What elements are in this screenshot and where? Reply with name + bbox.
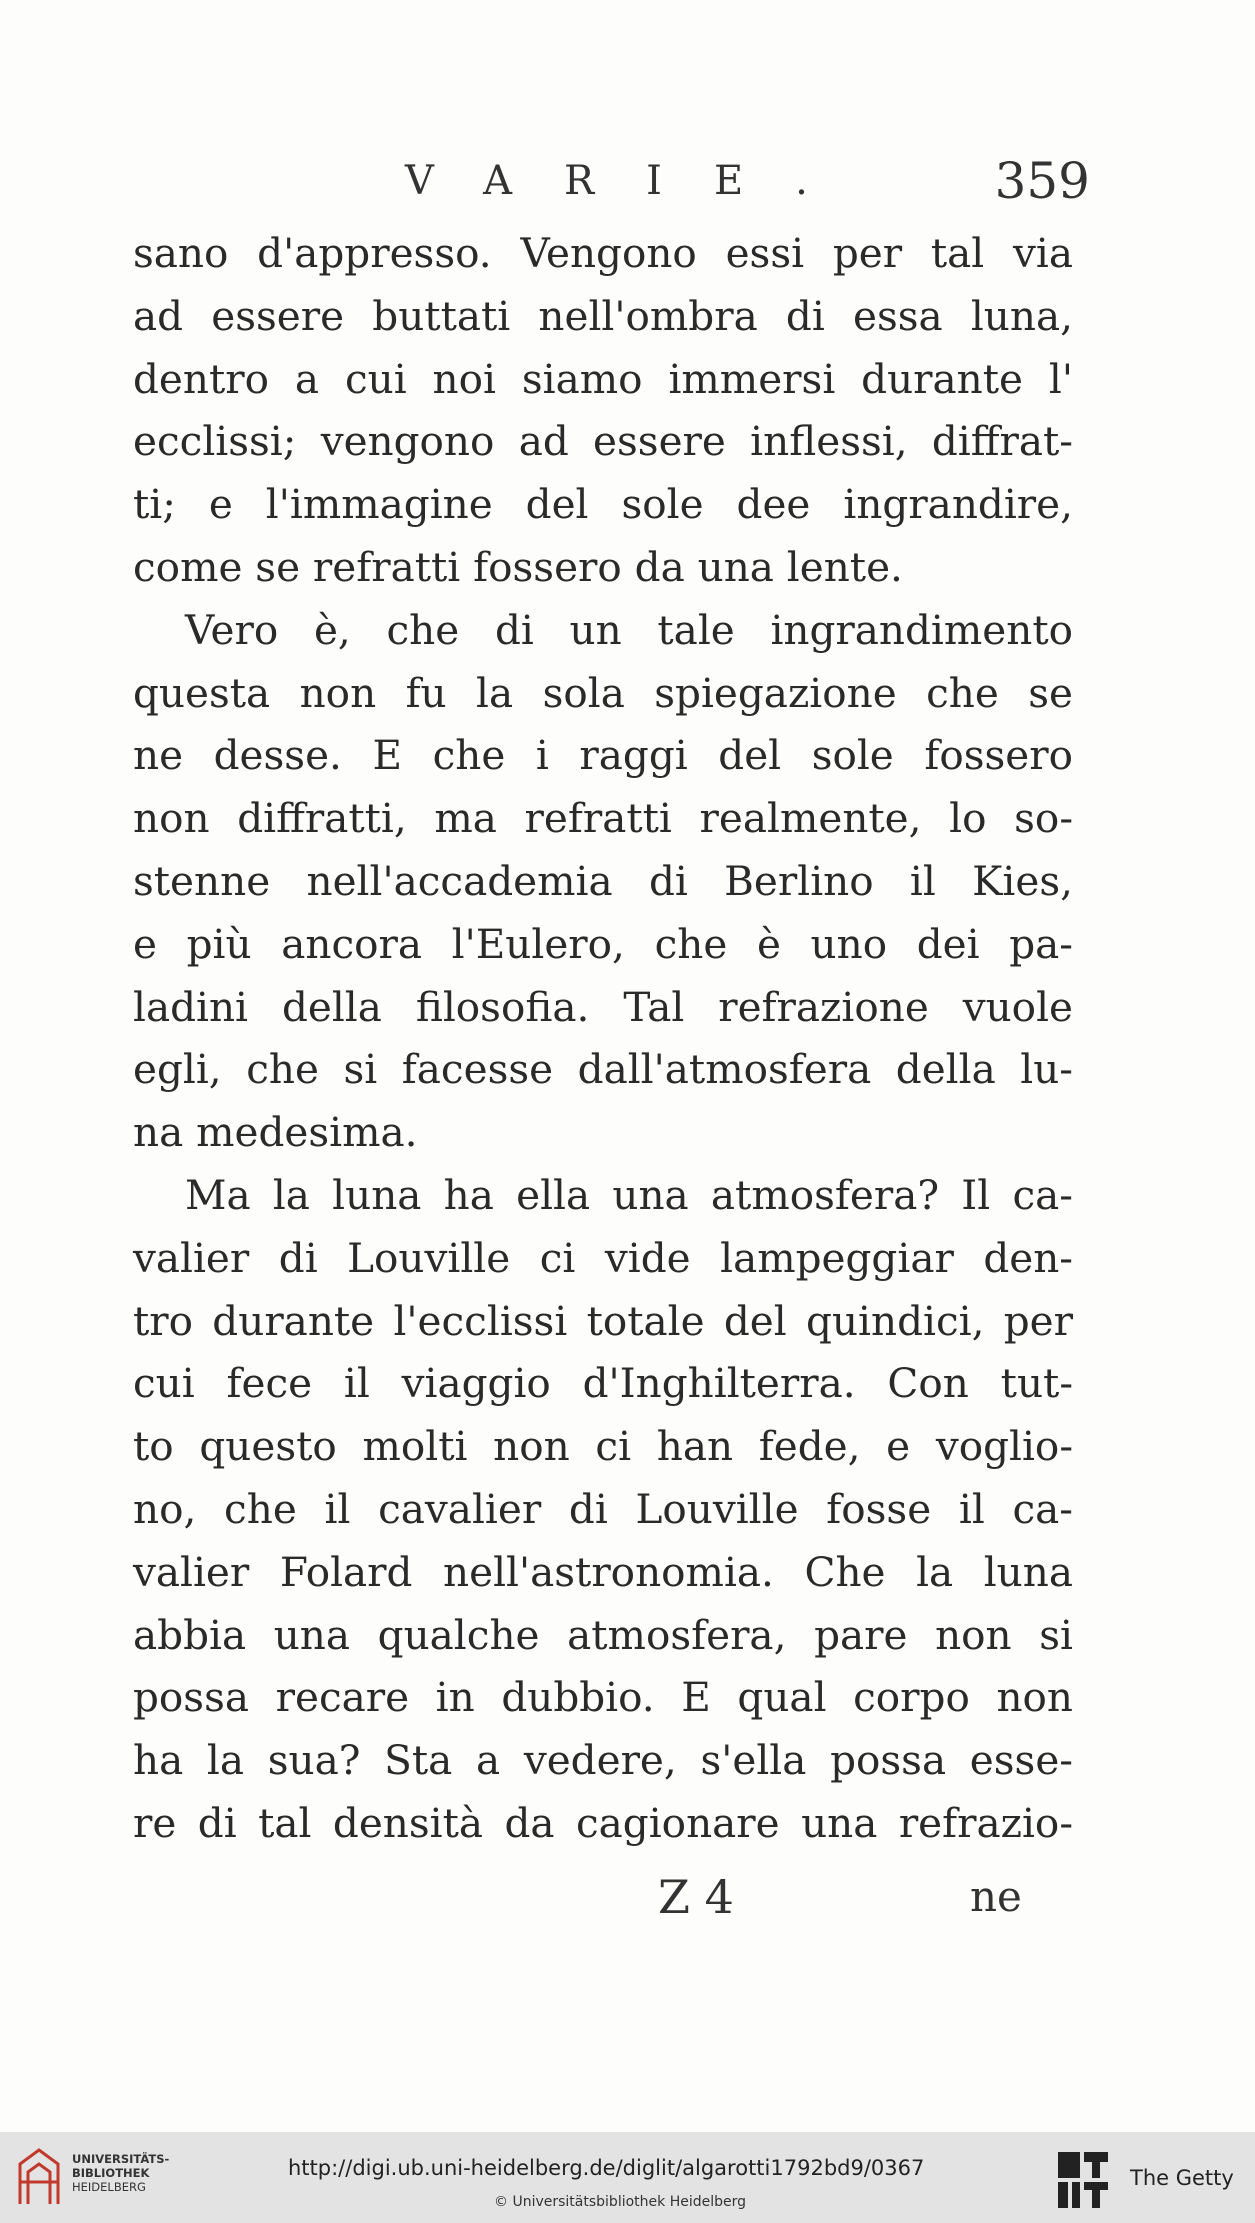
getty-name: The Getty xyxy=(1130,2166,1234,2190)
text-line: no, che il cavalier di Louville fosse il ca- xyxy=(133,1484,1073,1533)
document-url-link[interactable]: http://digi.ub.uni-heidelberg.de/diglit/algarotti1792bd9/0367 xyxy=(288,2156,925,2180)
library-name-line: BIBLIOTHEK xyxy=(72,2166,150,2180)
text-line: valier Folard nell'astronomia. Che la luna xyxy=(133,1547,1073,1596)
text-line: dentro a cui noi siamo immersi durante l' xyxy=(133,354,1073,403)
text-line: ne desse. E che i raggi del sole fossero xyxy=(133,731,1073,780)
library-name-line: UNIVERSITÄTS- xyxy=(72,2152,170,2166)
text-line: ad essere buttati nell'ombra di essa luna, xyxy=(133,291,1073,340)
text-line: ecclissi; vengono ad essere inflessi, diffrat- xyxy=(133,417,1073,466)
text-line: tro durante l'ecclissi totale del quindici, per xyxy=(133,1296,1073,1345)
library-name xyxy=(72,2152,169,2194)
text-line: stenne nell'accademia di Berlino il Kies, xyxy=(133,856,1073,905)
text-line: non diffratti, ma refratti realmente, lo so- xyxy=(133,794,1073,843)
catchword: ne xyxy=(970,1872,1022,1921)
text-line: na medesima. xyxy=(133,1108,418,1157)
text-line: e più ancora l'Eulero, che è uno dei pa- xyxy=(133,919,1073,968)
text-line: egli, che si facesse dall'atmosfera della lu- xyxy=(133,1045,1073,1094)
text-line: re di tal densità da cagionare una refrazio- xyxy=(133,1798,1073,1847)
running-head: VARIE. xyxy=(405,158,860,204)
university-library-logo-icon xyxy=(14,2144,64,2210)
getty-logo-icon xyxy=(1056,2150,1110,2210)
viewer-footer xyxy=(0,2132,1255,2223)
body-text xyxy=(133,222,1073,1855)
signature-mark: Z 4 xyxy=(658,1870,734,1924)
text-line: ha la sua? Sta a vedere, s'ella possa esse- xyxy=(133,1736,1073,1785)
text-line: questa non fu la sola spiegazione che se xyxy=(133,668,1073,717)
page-header xyxy=(130,152,1090,212)
text-line: to questo molti non ci han fede, e voglio- xyxy=(133,1422,1073,1471)
text-line: ti; e l'immagine del sole dee ingrandire, xyxy=(133,480,1073,529)
text-line: come se refratti fossero da una lente. xyxy=(133,542,903,591)
text-line: ladini della filosofia. Tal refrazione vuole xyxy=(133,982,1073,1031)
text-line: Ma la luna ha ella una atmosfera? Il ca- xyxy=(185,1170,1073,1219)
text-line: abbia una qualche atmosfera, pare non si xyxy=(133,1610,1073,1659)
text-line: cui fece il viaggio d'Inghilterra. Con tut- xyxy=(133,1359,1073,1408)
page-number: 359 xyxy=(994,152,1090,210)
text-line: Vero è, che di un tale ingrandimento xyxy=(185,605,1073,654)
copyright-notice: © Universitätsbibliothek Heidelberg xyxy=(494,2194,747,2210)
text-line: sano d'appresso. Vengono essi per tal via xyxy=(133,229,1073,277)
library-name-line: HEIDELBERG xyxy=(72,2180,146,2194)
text-line: possa recare in dubbio. E qual corpo non xyxy=(133,1673,1073,1722)
text-line: valier di Louville ci vide lampeggiar den- xyxy=(133,1233,1073,1282)
